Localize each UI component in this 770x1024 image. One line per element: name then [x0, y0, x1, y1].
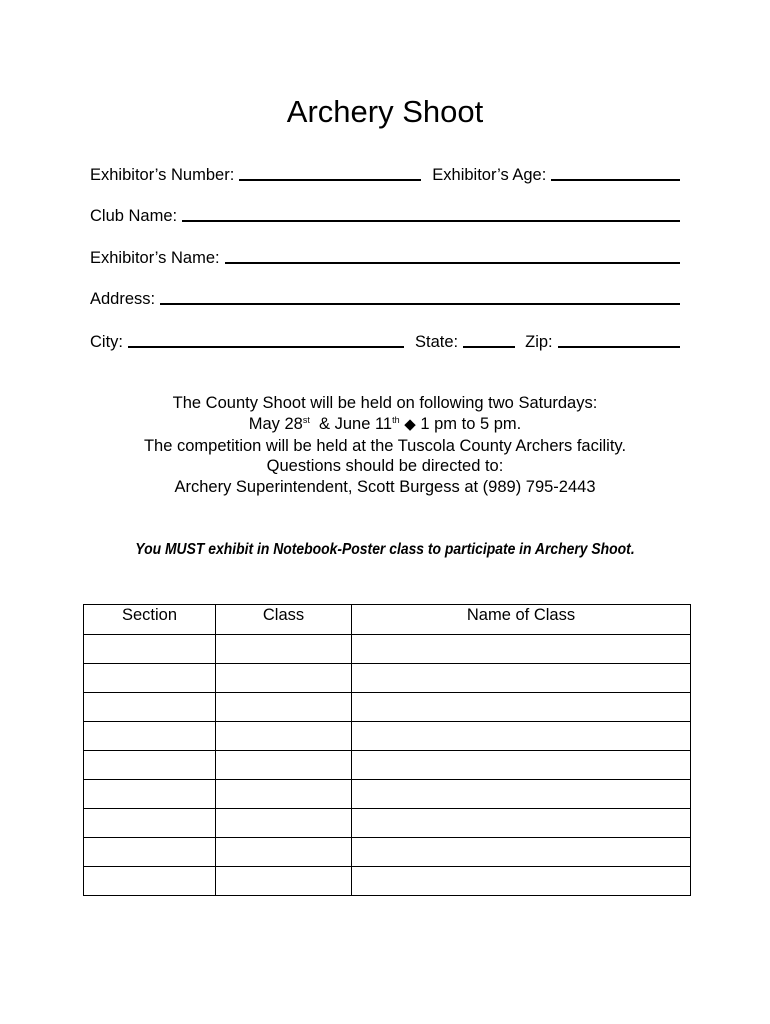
class-header: Class — [216, 605, 352, 635]
exhibitor-age-label: Exhibitor’s Age: — [432, 166, 547, 184]
exhibitor-number-age-row — [90, 164, 680, 186]
name-of-class-cell[interactable] — [352, 664, 691, 693]
table-row — [84, 751, 691, 780]
address-row — [90, 288, 680, 310]
class-cell[interactable] — [216, 664, 352, 693]
state-field[interactable] — [463, 346, 515, 348]
schedule-time: 1 pm to 5 pm. — [420, 414, 522, 433]
table-row — [84, 838, 691, 867]
class-cell[interactable] — [216, 780, 352, 809]
name-of-class-cell[interactable] — [352, 693, 691, 722]
class-cell[interactable] — [216, 838, 352, 867]
class-cell[interactable] — [216, 751, 352, 780]
section-cell[interactable] — [84, 635, 216, 664]
questions-note: Questions should be directed to: — [266, 457, 504, 476]
section-cell[interactable] — [84, 867, 216, 896]
club-name-row — [90, 205, 680, 227]
schedule-dates — [0, 414, 770, 436]
table-header-row — [84, 605, 691, 635]
exhibitor-number-field[interactable] — [239, 179, 421, 181]
city-field[interactable] — [128, 346, 404, 348]
club-name-field[interactable] — [182, 220, 680, 222]
section-cell[interactable] — [84, 664, 216, 693]
city-label: City: — [90, 333, 123, 351]
class-cell[interactable] — [216, 809, 352, 838]
section-cell[interactable] — [84, 780, 216, 809]
city-state-zip-row — [90, 331, 680, 353]
section-cell[interactable] — [84, 722, 216, 751]
class-cell[interactable] — [216, 693, 352, 722]
class-cell[interactable] — [216, 722, 352, 751]
table-row — [84, 722, 691, 751]
class-table — [83, 604, 691, 896]
exhibitor-age-field[interactable] — [551, 179, 680, 181]
class-cell[interactable] — [216, 635, 352, 664]
name-of-class-cell[interactable] — [352, 780, 691, 809]
table-row — [84, 693, 691, 722]
section-cell[interactable] — [84, 838, 216, 867]
shoot-info-block — [0, 393, 770, 498]
name-of-class-header: Name of Class — [352, 605, 691, 635]
address-label: Address: — [90, 290, 156, 308]
table-row — [84, 867, 691, 896]
superintendent-contact: Archery Superintendent, Scott Burgess at (989) 795-2443 — [174, 478, 596, 497]
diamond-icon: ◆ — [404, 415, 416, 433]
date-first-suffix: st — [302, 414, 310, 425]
name-of-class-cell[interactable] — [352, 838, 691, 867]
table-row — [84, 635, 691, 664]
zip-field[interactable] — [558, 346, 680, 348]
state-label: State: — [415, 333, 459, 351]
name-of-class-cell[interactable] — [352, 867, 691, 896]
schedule-intro: The County Shoot will be held on following two Saturdays: — [172, 394, 598, 412]
date-second-suffix: th — [392, 414, 400, 425]
name-of-class-cell[interactable] — [352, 722, 691, 751]
exhibitor-name-label: Exhibitor’s Name: — [90, 249, 220, 267]
class-cell[interactable] — [216, 867, 352, 896]
table-row — [84, 809, 691, 838]
section-header: Section — [84, 605, 216, 635]
address-field[interactable] — [160, 303, 680, 305]
date-first: May 28 — [248, 414, 303, 433]
exhibitor-name-field[interactable] — [225, 262, 680, 264]
table-row — [84, 664, 691, 693]
name-of-class-cell[interactable] — [352, 751, 691, 780]
participation-notice: You MUST exhibit in Notebook-Poster class to participate in Archery Shoot. — [135, 541, 635, 558]
zip-label: Zip: — [525, 333, 553, 351]
section-cell[interactable] — [84, 809, 216, 838]
name-of-class-cell[interactable] — [352, 809, 691, 838]
section-cell[interactable] — [84, 751, 216, 780]
section-cell[interactable] — [84, 693, 216, 722]
club-name-label: Club Name: — [90, 207, 178, 225]
page-title: Archery Shoot — [286, 94, 484, 129]
competition-location: The competition will be held at the Tuscola County Archers facility. — [143, 436, 627, 455]
table-row — [84, 780, 691, 809]
name-of-class-cell[interactable] — [352, 635, 691, 664]
exhibitor-number-label: Exhibitor’s Number: — [90, 166, 235, 184]
date-second: & June 11 — [319, 414, 393, 433]
exhibitor-name-row — [90, 247, 680, 269]
